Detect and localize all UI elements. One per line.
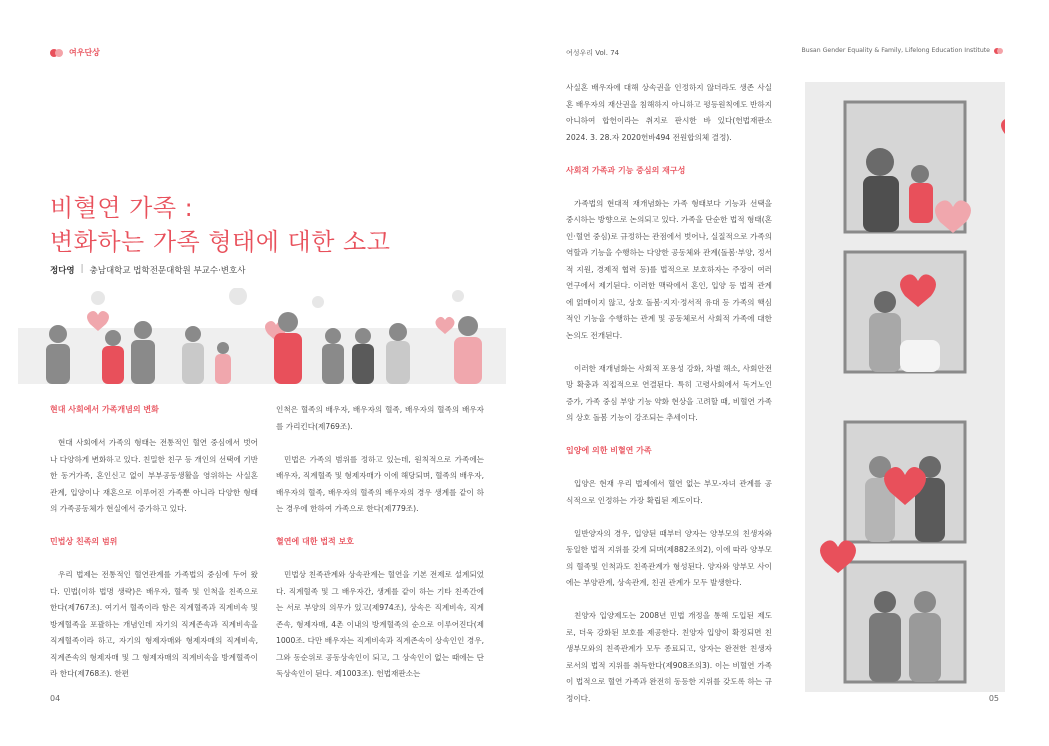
header-dots-icon bbox=[994, 48, 1003, 54]
paragraph: 우리 법제는 전통적인 혈연관계를 가족법의 중심에 두어 왔다. 민법(이하 법명 생략)은 배우자, 혈족 및 인척을 친족으로 한다(제767조). 여기서 혈족이라 함은 직계혈족과 직계비속 및 방계혈족을 포괄하는 개념인데 자기의 직계존속과 직계비속을 직계혈족이라 하고, 자기의 형제자매와 형제자매의 직계비속, 직계존속의 형제자매 및 그 형제자매의 직계비속을 방계혈족이라 한다(제768조). 한편 bbox=[50, 570, 258, 678]
institute-name: Busan Gender Equality & Family, Lifelong Education Institute bbox=[801, 47, 990, 54]
paragraph: 친양자 입양제도는 2008년 민법 개정을 통해 도입된 제도로, 더욱 강화된 보호를 제공한다. 친양자 입양이 확정되면 친생부모와의 친족관계가 모두 종료되고, 양자는 완전한 친생자로서의 법적 지위를 취득한다(제908조의3). 이는 비혈연 가족이 법적으로 혈연 가족과 완전히 동등한 지위를 갖도록 하는 규정이다. bbox=[566, 611, 772, 703]
family-illustration bbox=[18, 288, 506, 384]
paragraph: 민법상 친족관계와 상속관계는 혈연을 기본 전제로 설계되었다. 직계혈족 및 그 배우자간, 생계를 같이 하는 기타 친족간에는 서로 부양의 의무가 있고(제974조), 상속은 직계비속, 직계존속, 형제자매, 4촌 이내의 방계혈족의 순으로 이루어진다(제1000조. 다만 배우자는 직계비속과 직계존속이 상속인인 경우, 그와 동순위로 공동상속인이 되고, 그 상속인이 없는 때에는 단독상속인이 된다. 제1003조). 헌법재판소는 bbox=[276, 570, 484, 678]
paragraph: 사실혼 배우자에 대해 상속권을 인정하지 않더라도 생존 사실혼 배우자의 재산권을 침해하지 아니하고 평등원칙에도 반하지 아니하여 합헌이라는 취지로 판시한 바 있다(헌법재판소 2024. 3. 28.자 2020헌바494 전원합의체 결정). bbox=[566, 83, 772, 142]
subheading: 혈연에 대한 법적 보호 bbox=[276, 537, 354, 546]
page-number-left: 04 bbox=[50, 694, 61, 703]
paragraph: 이러한 재개념화는 사회적 포용성 강화, 차별 해소, 사회안전망 확충과 직접적으로 연결된다. 특히 고령사회에서 독거노인 증가, 가족 중심 부양 기능 약화 현상을 고려할 때, 비혈연 가족의 상호 돌봄 기능이 강조되는 추세이다. bbox=[566, 363, 772, 422]
paragraph: 입양은 현재 우리 법제에서 혈연 없는 부모-자녀 관계를 공식적으로 인정하는 가장 확립된 제도이다. bbox=[566, 479, 772, 505]
page-number-right: 05 bbox=[988, 694, 999, 703]
author-name: 정다영 bbox=[50, 266, 75, 276]
column-a bbox=[50, 402, 258, 699]
title-line-1: 비혈연 가족 : bbox=[50, 194, 194, 222]
article-title bbox=[50, 191, 390, 259]
subheading: 입양에 의한 비혈연 가족 bbox=[566, 446, 652, 455]
column-b bbox=[276, 402, 484, 699]
paragraph: 일반양자의 경우, 입양된 때부터 양자는 양부모의 친생자와 동일한 법적 지위를 갖게 되며(제882조의2), 이에 따라 양부모의 혈족및 인척과도 친족관계가 형성된다. 양자와 양부모 사이에는 부양관계, 상속관계, 친권 관계가 모두 발생한다. bbox=[566, 528, 772, 587]
header-dots-icon bbox=[50, 49, 63, 57]
title-line-2: 변화하는 가족 형태에 대한 소고 bbox=[50, 228, 391, 256]
paragraph: 민법은 가족의 범위를 정하고 있는데, 원칙적으로 가족에는 배우자, 직계혈족 및 형제자매가 이에 해당되며, 혈족의 배우자, 배우자의 혈족, 배우자의 혈족의 배우자의 경우 생계를 같이 하는 경우에 한하여 가족으로 한다(제779조). bbox=[276, 454, 484, 513]
apartment-windows-illustration bbox=[805, 82, 1005, 692]
paragraph: 가족법의 현대적 재개념화는 가족 형태보다 기능과 선택을 중시하는 방향으로 논의되고 있다. 가족을 단순한 법적 형태(혼인·혈연 중심)로 규정하는 관점에서 벗어나, 실질적으로 가족의 역할과 기능을 수행하는 다양한 공동체와 관계(돌봄·부양, 정서적 지원, 경제적 협력 등)를 법적으로 보호하자는 주장이 여러 연구에서 제기된다. 이러한 맥락에서 혼인, 입양 등 법적 관계에 얽매이지 않고, 상호 돌봄·지지·정서적 유대 등 가족의 핵심적인 기능을 수행하는 관계 및 공동체로서 사회적 가족에 대한 논의도 전개된다. bbox=[566, 198, 772, 340]
paragraph: 현대 사회에서 가족의 형태는 전통적인 혈연 중심에서 벗어나 다양하게 변화하고 있다. 친밀한 친구 등 개인의 선택에 기반한 동거가족, 혼인신고 없이 부부공동생활을 영위하는 사실혼 관계, 입양이나 재혼으로 이루어진 가족뿐 아니라 다양한 형태의 가족공동체가 현실에서 증가하고 있다. bbox=[50, 438, 258, 513]
left-page bbox=[0, 0, 524, 746]
byline-separator: | bbox=[80, 264, 84, 274]
author-affiliation: 충남대학교 법학전문대학원 부교수·변호사 bbox=[89, 266, 246, 276]
column-c bbox=[566, 80, 772, 724]
section-tag: 여우단상 bbox=[69, 48, 100, 57]
institute-header bbox=[802, 47, 1003, 54]
paragraph: 인척은 혈족의 배우자, 배우자의 혈족, 배우자의 혈족의 배우자를 가리킨다(제769조). bbox=[276, 405, 484, 431]
section-header bbox=[50, 47, 100, 58]
magazine-issue: 여성우리 Vol. 74 bbox=[566, 49, 620, 57]
byline bbox=[50, 264, 245, 276]
subheading: 사회적 가족과 기능 중심의 재구성 bbox=[566, 165, 686, 175]
subheading: 민법상 친족의 범위 bbox=[50, 537, 118, 546]
subheading: 현대 사회에서 가족개념의 변화 bbox=[50, 405, 159, 414]
